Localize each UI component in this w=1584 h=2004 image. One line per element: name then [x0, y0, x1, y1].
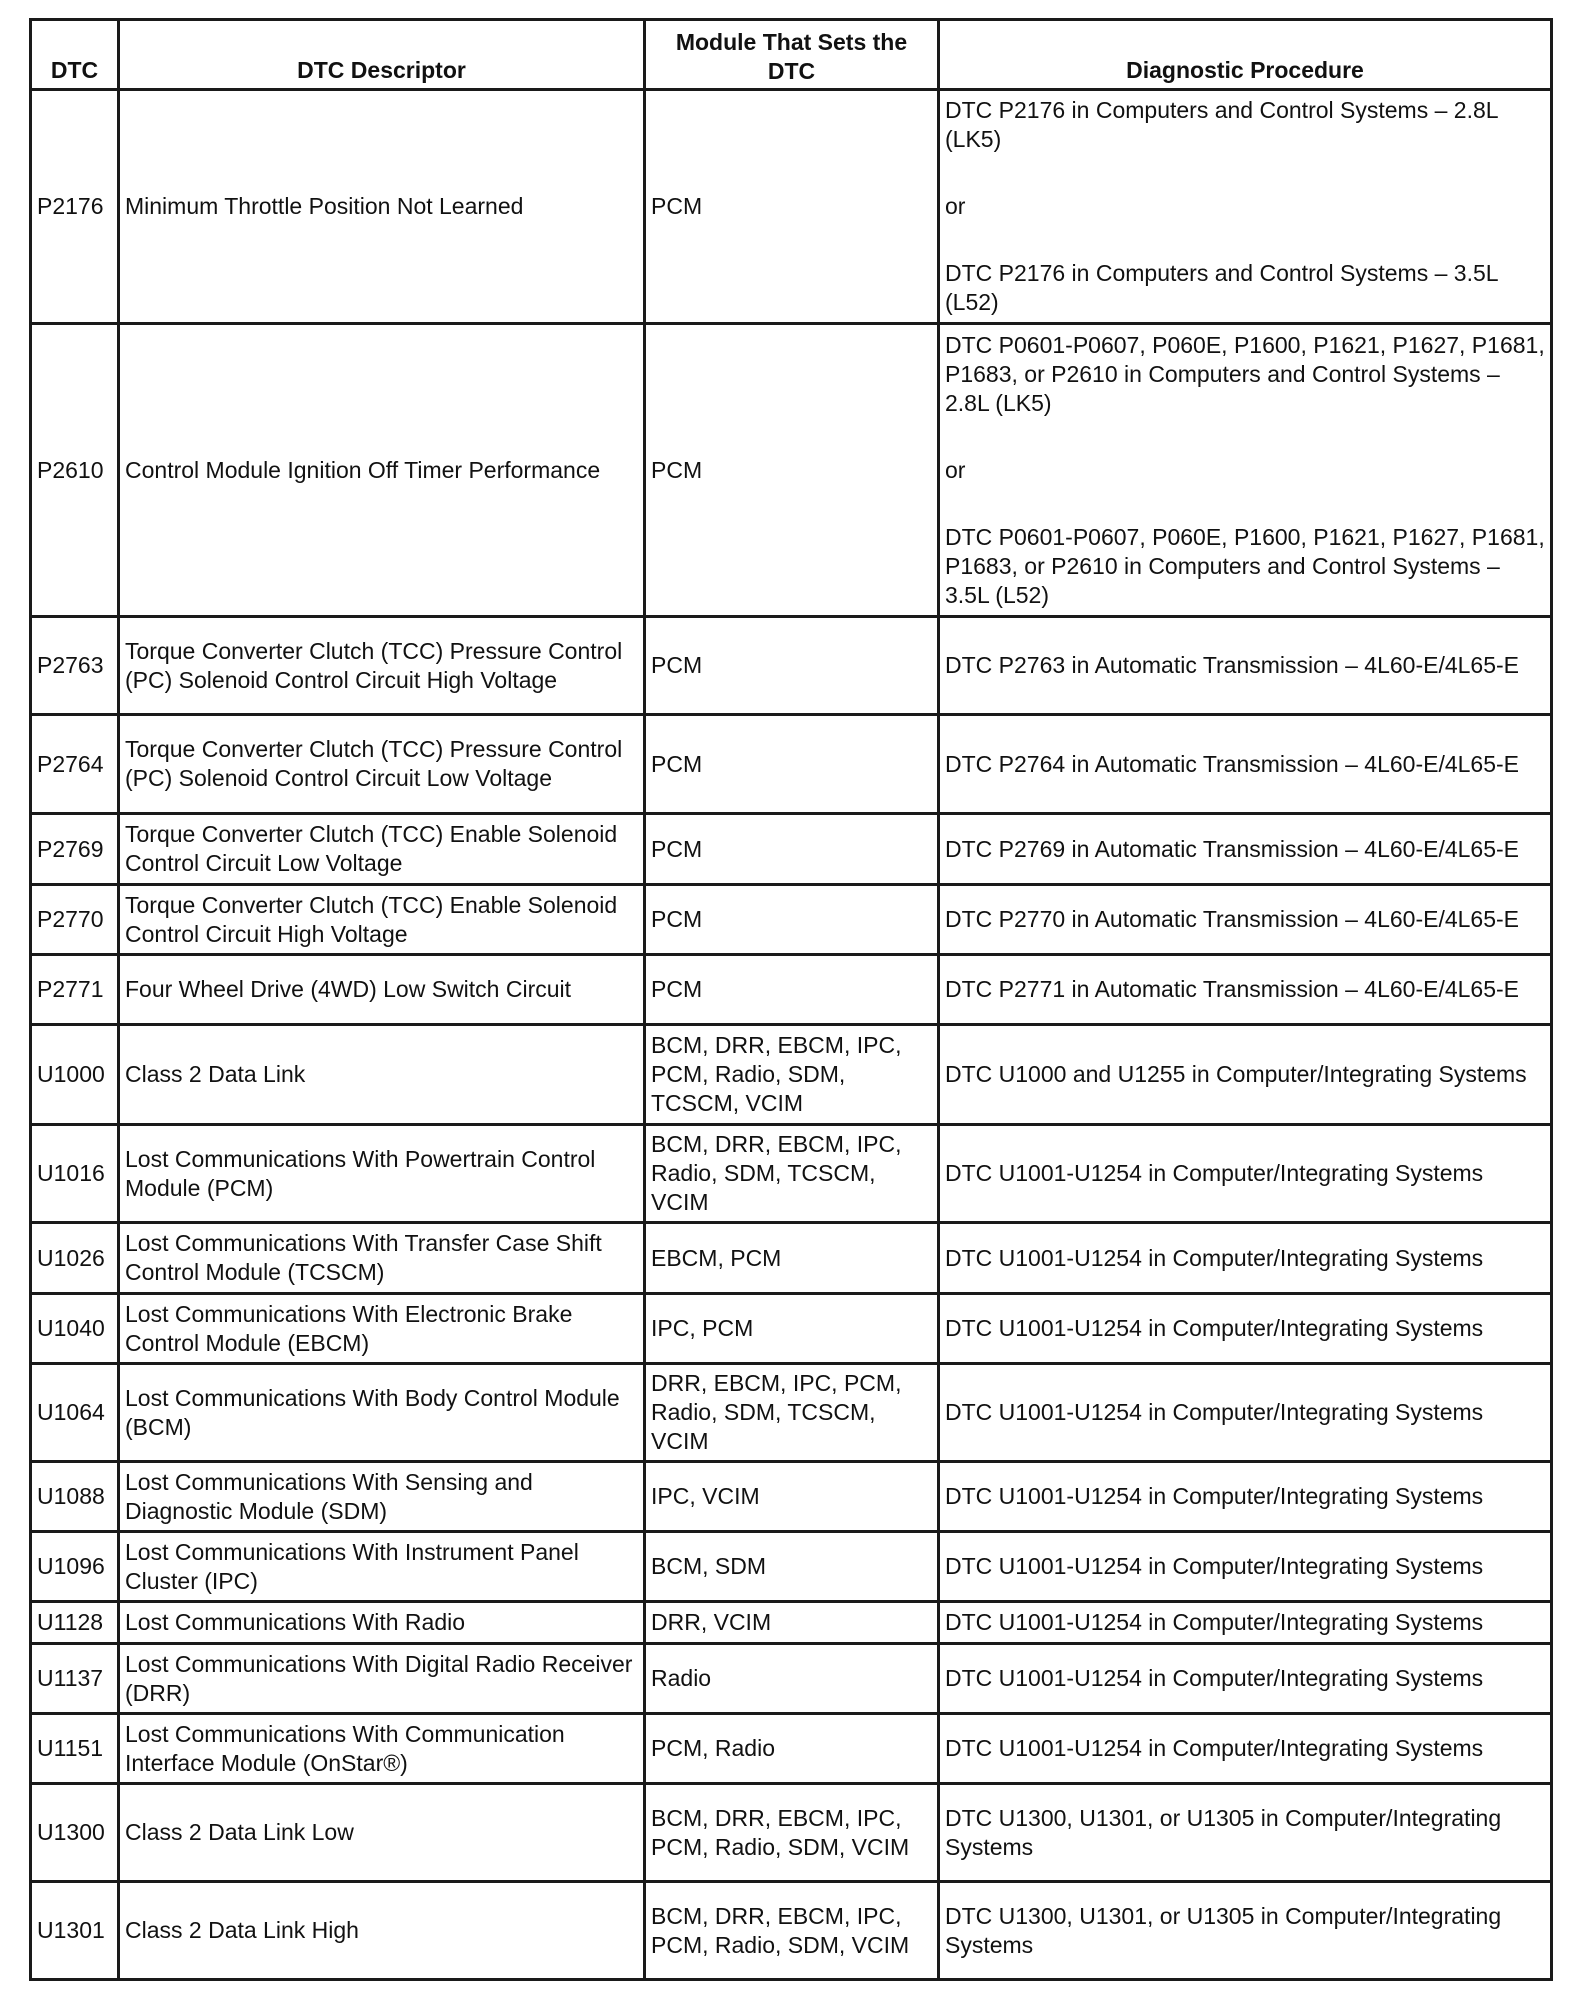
dtc-code: P2764 [31, 715, 119, 814]
dtc-descriptor: Lost Communications With Sensing and Diagnostic Module (SDM) [119, 1462, 645, 1532]
procedure-cell: DTC P2764 in Automatic Transmission – 4L60-E/4L65-E [939, 715, 1552, 814]
table-row [31, 1294, 1552, 1364]
header-module: Module That Sets the DTC [645, 20, 939, 90]
module-cell: BCM, DRR, EBCM, IPC, PCM, Radio, SDM, VCIM [645, 1784, 939, 1882]
dtc-code: P2769 [31, 814, 119, 885]
module-cell: DRR, EBCM, IPC, PCM, Radio, SDM, TCSCM, VCIM [645, 1364, 939, 1462]
dtc-descriptor: Four Wheel Drive (4WD) Low Switch Circuit [119, 955, 645, 1025]
table-row [31, 814, 1552, 885]
dtc-code: U1026 [31, 1223, 119, 1294]
dtc-code: P2610 [31, 324, 119, 617]
dtc-code: U1137 [31, 1644, 119, 1714]
procedure-cell: DTC U1001-U1254 in Computer/Integrating Systems [939, 1602, 1552, 1644]
procedure-cell: DTC U1300, U1301, or U1305 in Computer/Integrating Systems [939, 1882, 1552, 1980]
dtc-descriptor: Class 2 Data Link High [119, 1882, 645, 1980]
table-row [31, 1025, 1552, 1125]
procedure-text: DTC P0601-P0607, P060E, P1600, P1621, P1627, P1681, P1683, or P2610 in Computers and Control Systems – 3.5L (L52) [945, 523, 1545, 608]
dtc-descriptor: Torque Converter Clutch (TCC) Pressure Control (PC) Solenoid Control Circuit High Voltage [119, 617, 645, 715]
module-cell: PCM, Radio [645, 1714, 939, 1784]
procedure-cell: DTC U1001-U1254 in Computer/Integrating Systems [939, 1364, 1552, 1462]
table-row [31, 1223, 1552, 1294]
procedure-cell: DTC U1300, U1301, or U1305 in Computer/Integrating Systems [939, 1784, 1552, 1882]
dtc-code: P2771 [31, 955, 119, 1025]
table-row [31, 1364, 1552, 1462]
dtc-descriptor: Torque Converter Clutch (TCC) Enable Solenoid Control Circuit High Voltage [119, 885, 645, 955]
header-row [31, 20, 1552, 90]
table-row [31, 1602, 1552, 1644]
dtc-code: P2770 [31, 885, 119, 955]
dtc-code: U1128 [31, 1602, 119, 1644]
module-cell: PCM [645, 90, 939, 324]
table-row [31, 715, 1552, 814]
table-row [31, 324, 1552, 617]
table-row [31, 1532, 1552, 1602]
procedure-text: DTC P0601-P0607, P060E, P1600, P1621, P1627, P1681, P1683, or P2610 in Computers and Control Systems – 2.8L (LK5) [945, 331, 1545, 416]
module-cell: PCM [645, 955, 939, 1025]
module-cell: IPC, PCM [645, 1294, 939, 1364]
procedure-text: DTC P2176 in Computers and Control Systems – 2.8L (LK5) [945, 97, 1498, 152]
table-row [31, 1882, 1552, 1980]
procedure-cell: DTC U1001-U1254 in Computer/Integrating Systems [939, 1714, 1552, 1784]
dtc-code: U1088 [31, 1462, 119, 1532]
procedure-cell: DTC P2770 in Automatic Transmission – 4L60-E/4L65-E [939, 885, 1552, 955]
dtc-descriptor: Lost Communications With Body Control Module (BCM) [119, 1364, 645, 1462]
module-cell: PCM [645, 715, 939, 814]
header-descriptor: DTC Descriptor [119, 20, 645, 90]
table-row [31, 90, 1552, 324]
dtc-code: U1301 [31, 1882, 119, 1980]
procedure-cell: DTC P2771 in Automatic Transmission – 4L60-E/4L65-E [939, 955, 1552, 1025]
module-cell: Radio [645, 1644, 939, 1714]
procedure-cell: DTC U1001-U1254 in Computer/Integrating Systems [939, 1294, 1552, 1364]
dtc-descriptor: Torque Converter Clutch (TCC) Enable Solenoid Control Circuit Low Voltage [119, 814, 645, 885]
dtc-descriptor: Lost Communications With Transfer Case Shift Control Module (TCSCM) [119, 1223, 645, 1294]
dtc-descriptor: Control Module Ignition Off Timer Performance [119, 324, 645, 617]
module-cell: BCM, SDM [645, 1532, 939, 1602]
dtc-code: U1151 [31, 1714, 119, 1784]
table-row [31, 885, 1552, 955]
dtc-code: U1064 [31, 1364, 119, 1462]
procedure-cell: DTC P2769 in Automatic Transmission – 4L60-E/4L65-E [939, 814, 1552, 885]
procedure-cell: DTC U1001-U1254 in Computer/Integrating Systems [939, 1125, 1552, 1223]
dtc-code: U1300 [31, 1784, 119, 1882]
dtc-code: U1040 [31, 1294, 119, 1364]
dtc-code: U1000 [31, 1025, 119, 1125]
dtc-descriptor: Class 2 Data Link Low [119, 1784, 645, 1882]
procedure-text: DTC P2176 in Computers and Control Systems – 3.5L (L52) [945, 260, 1498, 315]
dtc-table [29, 18, 1553, 1981]
module-cell: BCM, DRR, EBCM, IPC, PCM, Radio, SDM, TCSCM, VCIM [645, 1025, 939, 1125]
header-dtc: DTC [31, 20, 119, 90]
dtc-descriptor: Minimum Throttle Position Not Learned [119, 90, 645, 324]
table-row [31, 1784, 1552, 1882]
table-row [31, 1462, 1552, 1532]
module-cell: EBCM, PCM [645, 1223, 939, 1294]
table-row [31, 1644, 1552, 1714]
procedure-cell: DTC P2763 in Automatic Transmission – 4L60-E/4L65-E [939, 617, 1552, 715]
module-cell: DRR, VCIM [645, 1602, 939, 1644]
module-cell: PCM [645, 617, 939, 715]
dtc-descriptor: Class 2 Data Link [119, 1025, 645, 1125]
table-row [31, 955, 1552, 1025]
procedure-or: or [945, 456, 966, 483]
dtc-descriptor: Lost Communications With Communication Interface Module (OnStar®) [119, 1714, 645, 1784]
module-cell: BCM, DRR, EBCM, IPC, PCM, Radio, SDM, VCIM [645, 1882, 939, 1980]
procedure-or: or [945, 193, 966, 219]
procedure-cell: DTC U1001-U1254 in Computer/Integrating Systems [939, 1532, 1552, 1602]
procedure-cell: DTC U1001-U1254 in Computer/Integrating Systems [939, 1223, 1552, 1294]
dtc-code: P2176 [31, 90, 119, 324]
dtc-code: P2763 [31, 617, 119, 715]
dtc-code: U1016 [31, 1125, 119, 1223]
dtc-descriptor: Lost Communications With Electronic Brake Control Module (EBCM) [119, 1294, 645, 1364]
table-row [31, 1714, 1552, 1784]
procedure-cell: DTC U1001-U1254 in Computer/Integrating Systems [939, 1462, 1552, 1532]
header-procedure: Diagnostic Procedure [939, 20, 1552, 90]
procedure-cell [939, 324, 1552, 617]
procedure-cell [939, 90, 1552, 324]
module-cell: IPC, VCIM [645, 1462, 939, 1532]
dtc-descriptor: Lost Communications With Powertrain Control Module (PCM) [119, 1125, 645, 1223]
module-cell: PCM [645, 324, 939, 617]
table-row [31, 1125, 1552, 1223]
table-row [31, 617, 1552, 715]
dtc-descriptor: Lost Communications With Digital Radio Receiver (DRR) [119, 1644, 645, 1714]
module-cell: PCM [645, 814, 939, 885]
dtc-descriptor: Torque Converter Clutch (TCC) Pressure Control (PC) Solenoid Control Circuit Low Voltage [119, 715, 645, 814]
dtc-descriptor: Lost Communications With Radio [119, 1602, 645, 1644]
dtc-code: U1096 [31, 1532, 119, 1602]
procedure-cell: DTC U1000 and U1255 in Computer/Integrating Systems [939, 1025, 1552, 1125]
module-cell: PCM [645, 885, 939, 955]
module-cell: BCM, DRR, EBCM, IPC, Radio, SDM, TCSCM, VCIM [645, 1125, 939, 1223]
procedure-cell: DTC U1001-U1254 in Computer/Integrating Systems [939, 1644, 1552, 1714]
dtc-descriptor: Lost Communications With Instrument Panel Cluster (IPC) [119, 1532, 645, 1602]
